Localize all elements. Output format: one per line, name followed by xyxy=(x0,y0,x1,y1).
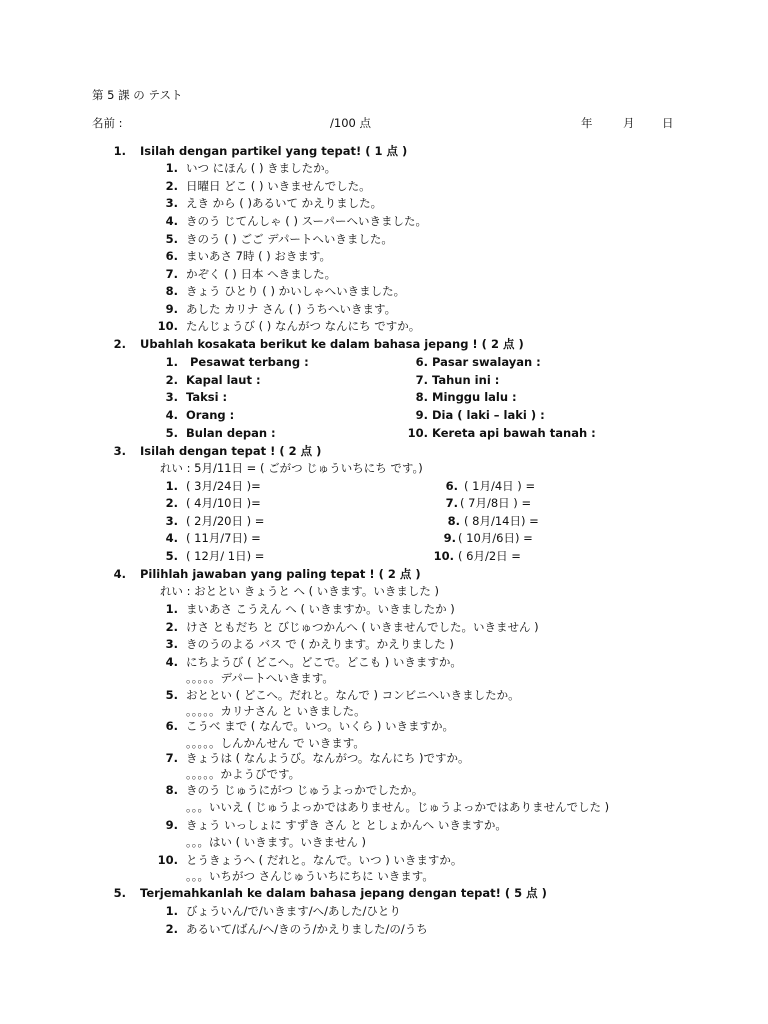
vocab-prompt: Orang : xyxy=(186,408,235,422)
question-text: たんじょうび ( ) なんがつ なんにち ですか。 xyxy=(186,319,421,333)
answer-line: 。。。。。かようびです。 xyxy=(186,767,301,781)
date-prompt: ( 1月/4日 ) = xyxy=(464,479,536,493)
item-number: 1. xyxy=(165,602,178,616)
vocab-prompt: Pasar swalayan : xyxy=(432,355,541,369)
vocab-prompt: Kereta api bawah tanah : xyxy=(432,426,596,440)
question-text: きょう ひとり ( ) かいしゃへいきました。 xyxy=(186,284,406,298)
question-text: かぞく ( ) 日本 へきました。 xyxy=(186,267,337,281)
item-number: 10. xyxy=(407,426,428,440)
item-number: 1. xyxy=(165,479,178,493)
item-number: 4. xyxy=(165,531,178,545)
section-title: Terjemahkanlah ke dalam bahasa jepang dengan tepat! ( 5 点 ) xyxy=(140,886,547,900)
example-line: れい : おととい きょうと へ ( いきます。いきました ) xyxy=(160,584,440,598)
answer-line: 。。。。。カリナさん と いきました。 xyxy=(186,704,366,718)
item-number: 6. xyxy=(445,479,458,493)
section-number: 4. xyxy=(113,567,126,581)
score-label: /100 点 xyxy=(330,116,371,130)
item-number: 8. xyxy=(165,284,178,298)
item-number: 6. xyxy=(165,719,178,733)
example-line: れい : 5月/11日 = ( ごがつ じゅういちにち です。) xyxy=(160,461,423,475)
section-number: 2. xyxy=(113,337,126,351)
item-number: 8. xyxy=(165,783,178,797)
item-number: 3. xyxy=(165,514,178,528)
vocab-prompt: Dia ( laki – laki ) : xyxy=(432,408,545,422)
item-number: 3. xyxy=(165,196,178,210)
section-number: 3. xyxy=(113,444,126,458)
item-number: 10. xyxy=(433,549,454,563)
section-title: Pilihlah jawaban yang paling tepat ! ( 2 点 ) xyxy=(140,567,421,581)
section-title: Ubahlah kosakata berikut ke dalam bahasa jepang ! ( 2 点 ) xyxy=(140,337,524,351)
question-text: 日曜日 どこ ( ) いきませんでした。 xyxy=(186,179,371,193)
item-number: 7. xyxy=(415,373,428,387)
item-number: 4. xyxy=(165,408,178,422)
answer-line: 。。。。。しんかんせん で いきます。 xyxy=(186,736,365,750)
item-number: 4. xyxy=(165,655,178,669)
item-number: 7. xyxy=(165,751,178,765)
question-text: とうきょうへ ( だれと。なんで。いつ ) いきますか。 xyxy=(186,853,463,867)
vocab-prompt: Pesawat terbang : xyxy=(190,355,309,369)
item-number: 5. xyxy=(165,426,178,440)
vocab-prompt: Tahun ini : xyxy=(432,373,500,387)
item-number: 1. xyxy=(165,355,178,369)
answer-line: 。。。いいえ ( じゅうよっかではありません。じゅうよっかではありませんでした ) xyxy=(186,800,610,814)
question-text: おととい ( どこへ。だれと。なんで ) コンビニへいきましたか。 xyxy=(186,688,520,702)
question-text: えき から ( )あるいて かえりました。 xyxy=(186,196,383,210)
question-text: きょうは ( なんようび。なんがつ。なんにち )ですか。 xyxy=(186,751,470,765)
item-number: 2. xyxy=(165,179,178,193)
date-prompt: ( 4月/10日 )= xyxy=(186,496,261,510)
item-number: 4. xyxy=(165,214,178,228)
item-number: 5. xyxy=(165,232,178,246)
month-label: 月 xyxy=(623,116,635,130)
question-text: こうべ まで ( なんで。いつ。いくら ) いきますか。 xyxy=(186,719,455,733)
vocab-prompt: Taksi : xyxy=(186,390,228,404)
date-prompt: ( 2月/20日 ) = xyxy=(186,514,265,528)
answer-line: 。。。はい ( いきます。いきません ) xyxy=(186,835,367,849)
vocab-prompt: Bulan depan : xyxy=(186,426,276,440)
item-number: 10. xyxy=(157,853,178,867)
section-number: 5. xyxy=(113,886,126,900)
question-text: きのう じゅうにがつ じゅうよっかでしたか。 xyxy=(186,783,424,797)
section-number: 1. xyxy=(113,144,126,158)
date-prompt: ( 7月/8日 ) = xyxy=(460,496,532,510)
date-prompt: ( 3月/24日 )= xyxy=(186,479,261,493)
section-title: Isilah dengan partikel yang tepat! ( 1 点 ) xyxy=(140,144,408,158)
question-text: いつ にほん ( ) きましたか。 xyxy=(186,161,337,175)
item-number: 2. xyxy=(165,496,178,510)
item-number: 3. xyxy=(165,390,178,404)
item-number: 1. xyxy=(165,161,178,175)
vocab-prompt: Minggu lalu : xyxy=(432,390,517,404)
worksheet-title: 第 5 課 の テスト xyxy=(92,88,183,102)
question-text: びょういん/で/いきます/へ/あした/ひとり xyxy=(186,904,401,918)
vocab-prompt: Kapal laut : xyxy=(186,373,261,387)
date-prompt: ( 11月/7日) = xyxy=(186,531,261,545)
date-prompt: ( 6月/2日 = xyxy=(458,549,521,563)
item-number: 2. xyxy=(165,373,178,387)
section-title: Isilah dengan tepat ! ( 2 点 ) xyxy=(140,444,322,458)
item-number: 7. xyxy=(165,267,178,281)
question-text: あるいて/ばん/へ/きのう/かえりました/の/うち xyxy=(186,922,428,936)
item-number: 10. xyxy=(157,319,178,333)
item-number: 9. xyxy=(165,818,178,832)
question-text: きのう じてんしゃ ( ) スーパーへいきました。 xyxy=(186,214,427,228)
answer-line: 。。。。。デパートへいきます。 xyxy=(186,671,334,685)
answer-line: 。。。いちがつ さんじゅういちにちに いきます。 xyxy=(186,869,434,883)
item-number: 2. xyxy=(165,620,178,634)
item-number: 2. xyxy=(165,922,178,936)
item-number: 8. xyxy=(447,514,460,528)
day-label: 日 xyxy=(662,116,674,130)
item-number: 5. xyxy=(165,549,178,563)
item-number: 9. xyxy=(443,531,456,545)
item-number: 6. xyxy=(415,355,428,369)
question-text: あした カリナ さん ( ) うちへいきます。 xyxy=(186,302,397,316)
item-number: 1. xyxy=(165,904,178,918)
date-prompt: ( 12月/ 1日) = xyxy=(186,549,265,563)
question-text: まいあさ 7時 ( ) おきます。 xyxy=(186,249,331,263)
question-text: けさ ともだち と びじゅつかんへ ( いきませんでした。いきません ) xyxy=(186,620,539,634)
item-number: 5. xyxy=(165,688,178,702)
item-number: 9. xyxy=(165,302,178,316)
date-prompt: ( 8月/14日) = xyxy=(464,514,539,528)
year-label: 年 xyxy=(581,116,593,130)
question-text: きのう ( ) ごご デパートへいきました。 xyxy=(186,232,393,246)
date-prompt: ( 10月/6日) = xyxy=(458,531,533,545)
item-number: 8. xyxy=(415,390,428,404)
question-text: にちようび ( どこへ。どこで。どこも ) いきますか。 xyxy=(186,655,462,669)
item-number: 9. xyxy=(415,408,428,422)
item-number: 3. xyxy=(165,637,178,651)
question-text: きょう いっしょに すずき さん と としょかんへ いきますか。 xyxy=(186,818,507,832)
item-number: 7. xyxy=(445,496,458,510)
question-text: きのうのよる バス で ( かえります。かえりました ) xyxy=(186,637,454,651)
item-number: 6. xyxy=(165,249,178,263)
question-text: まいあさ こうえん へ ( いきますか。いきましたか ) xyxy=(186,602,455,616)
name-label: 名前 : xyxy=(92,116,123,130)
